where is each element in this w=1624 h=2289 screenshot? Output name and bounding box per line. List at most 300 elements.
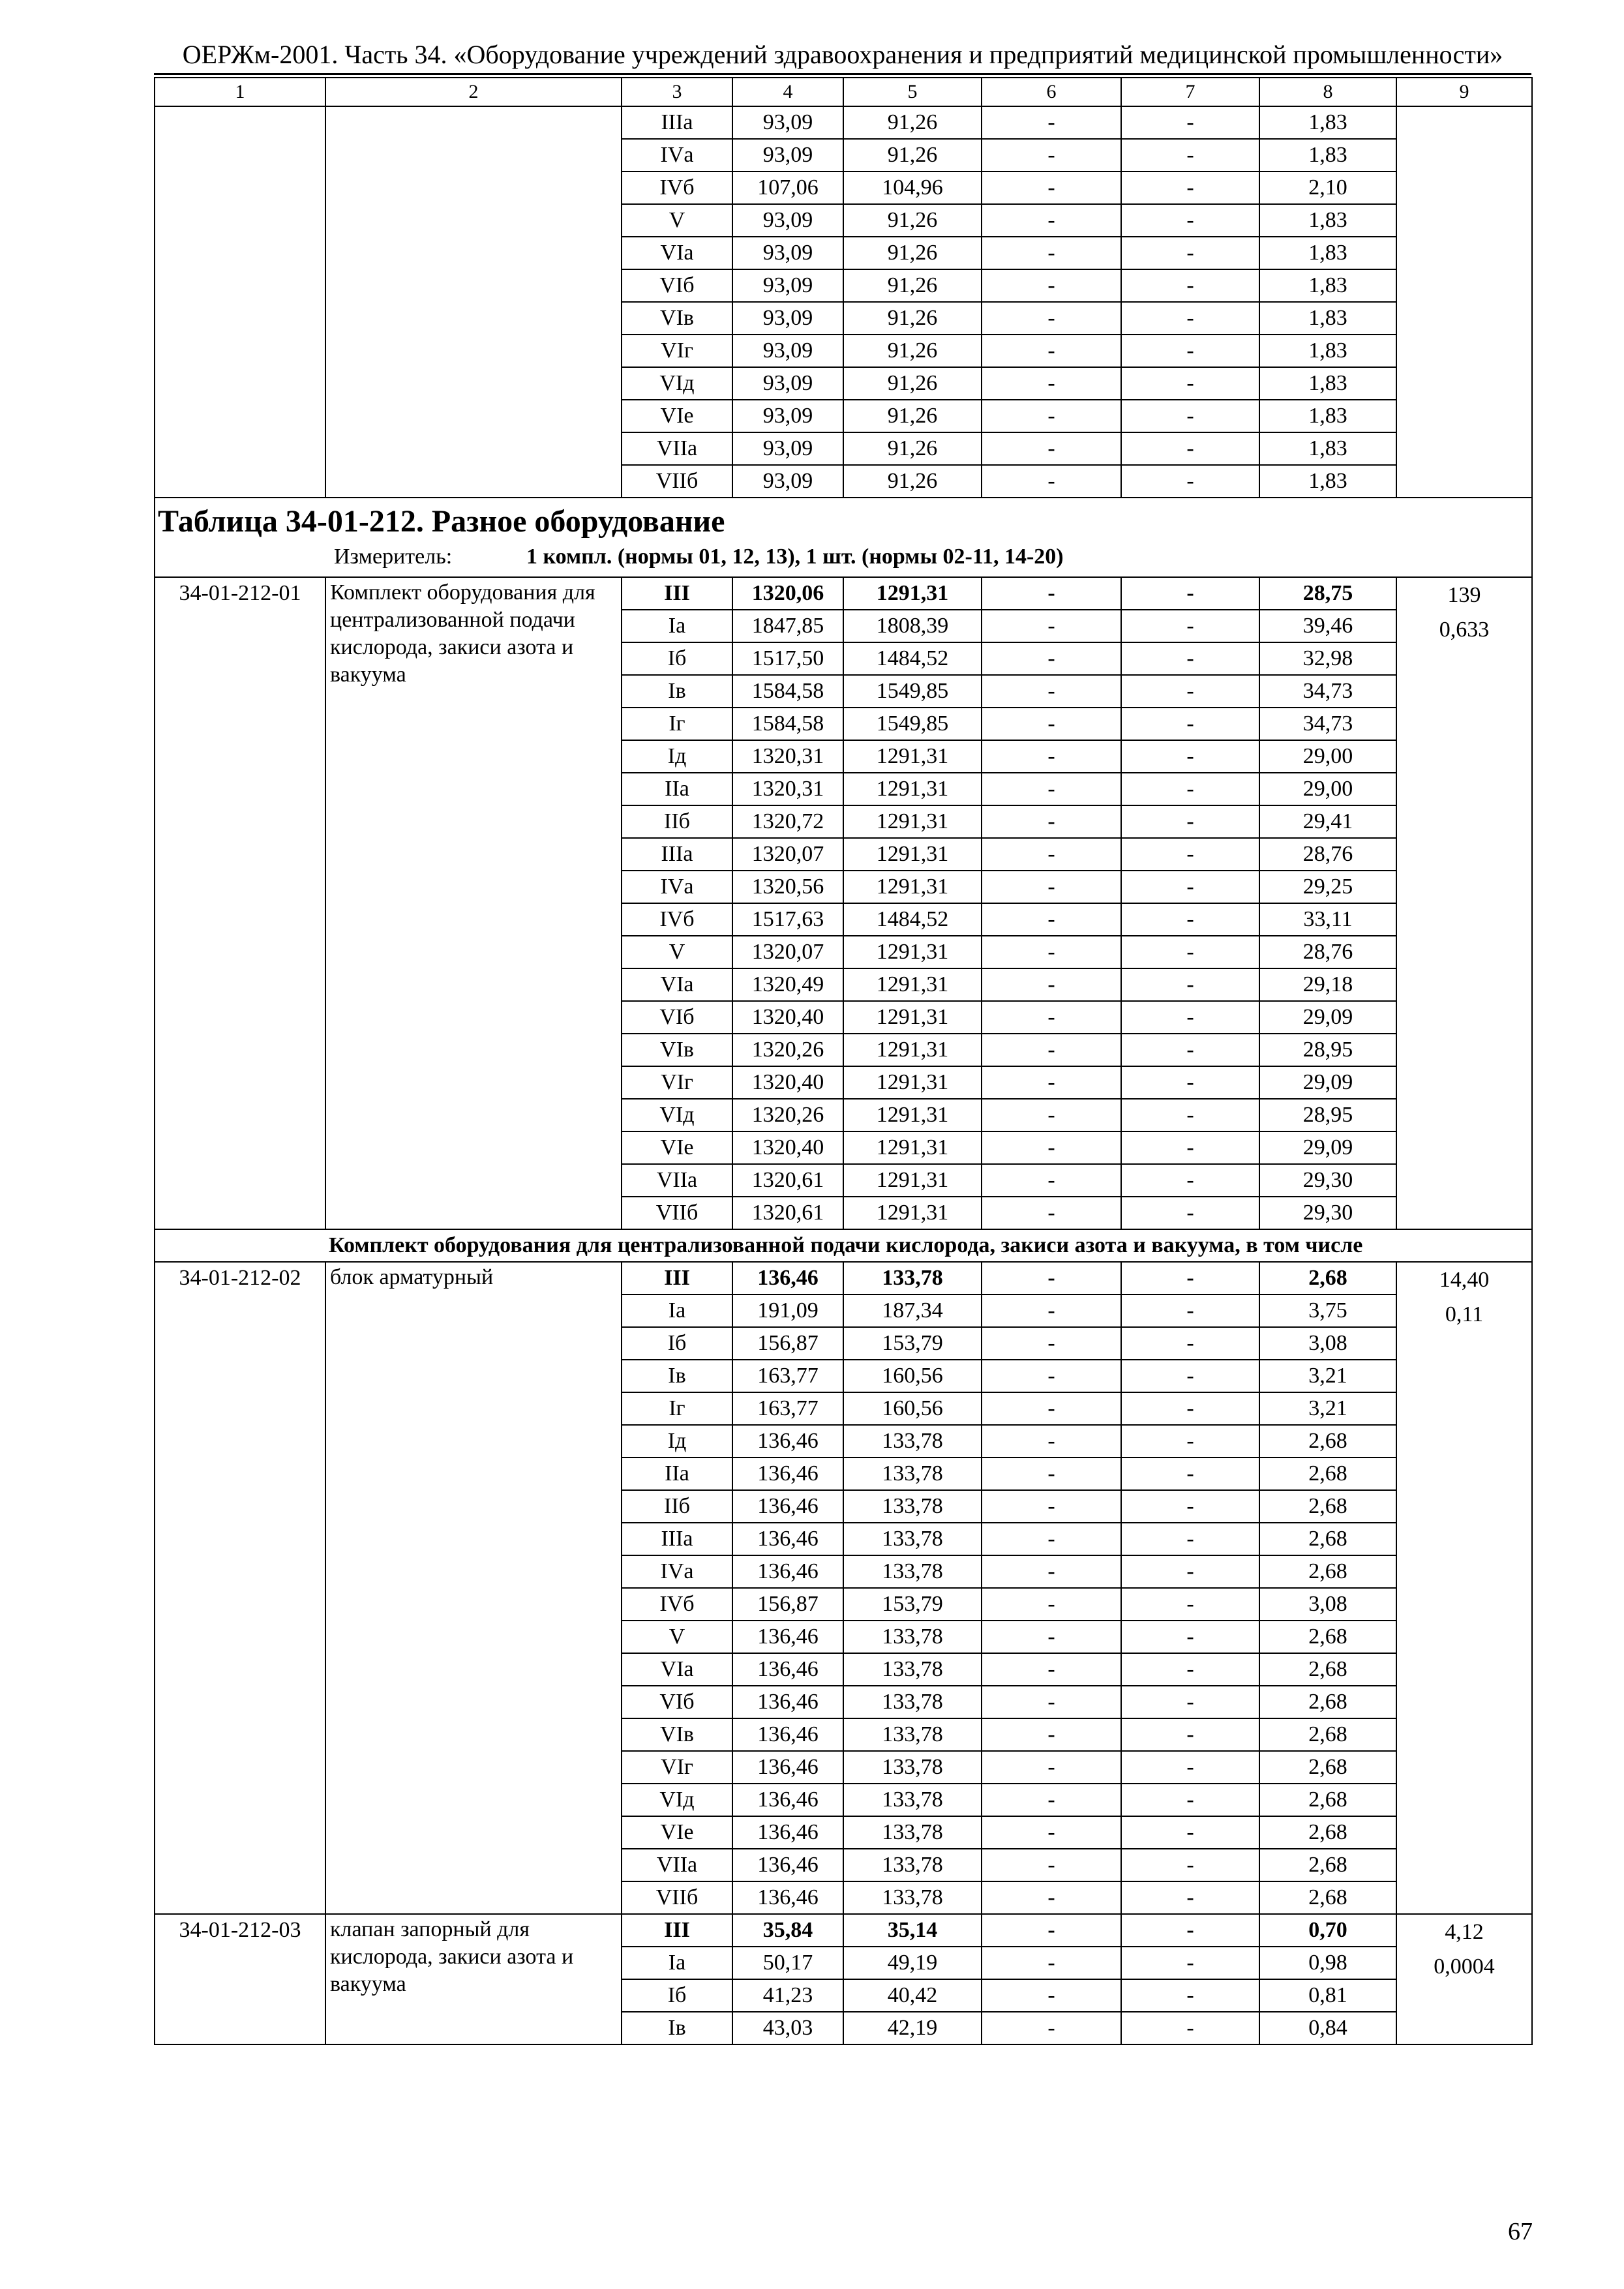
machine-cell: - <box>982 1849 1121 1881</box>
materials-cell: 0,70 <box>1259 1914 1396 1947</box>
machinist-wages-cell: - <box>1121 1392 1259 1425</box>
machinist-wages-cell: - <box>1121 1262 1259 1294</box>
region-cell: III <box>622 1914 732 1947</box>
wages-cell: 1291,31 <box>843 1066 982 1099</box>
machine-cell: - <box>982 1784 1121 1816</box>
materials-cell: 28,75 <box>1259 577 1396 610</box>
materials-cell: 0,98 <box>1259 1947 1396 1979</box>
wages-cell: 133,78 <box>843 1816 982 1849</box>
wages-cell: 49,19 <box>843 1947 982 1979</box>
machinist-wages-cell: - <box>1121 1099 1259 1131</box>
wages-cell: 1549,85 <box>843 708 982 740</box>
region-cell: VIIа <box>622 432 732 465</box>
region-cell: Iд <box>622 740 732 773</box>
table-title-cell <box>155 498 1532 577</box>
machinist-wages-cell: - <box>1121 773 1259 805</box>
region-cell: IVа <box>622 871 732 903</box>
machine-cell: - <box>982 1197 1121 1229</box>
wages-cell: 91,26 <box>843 335 982 367</box>
machine-cell: - <box>982 335 1121 367</box>
machine-cell: - <box>982 1001 1121 1034</box>
wages-cell: 133,78 <box>843 1751 982 1784</box>
materials-cell: 2,68 <box>1259 1490 1396 1523</box>
materials-cell: 2,68 <box>1259 1718 1396 1751</box>
total-cost-cell: 93,09 <box>732 269 843 302</box>
code-cell <box>155 106 325 498</box>
resource-cell <box>1396 1262 1532 1914</box>
total-cost-cell: 1320,40 <box>732 1131 843 1164</box>
total-cost-cell: 136,46 <box>732 1849 843 1881</box>
machine-cell: - <box>982 610 1121 642</box>
machinist-wages-cell: - <box>1121 675 1259 708</box>
region-cell: VIе <box>622 1816 732 1849</box>
materials-cell: 29,09 <box>1259 1131 1396 1164</box>
materials-cell: 2,68 <box>1259 1523 1396 1555</box>
machinist-wages-cell: - <box>1121 1816 1259 1849</box>
machinist-wages-cell: - <box>1121 237 1259 269</box>
machinist-wages-cell: - <box>1121 335 1259 367</box>
total-cost-cell: 1320,61 <box>732 1164 843 1197</box>
region-cell: Iб <box>622 1979 732 2012</box>
region-cell: IIIа <box>622 106 732 139</box>
wages-cell: 91,26 <box>843 400 982 432</box>
total-cost-cell: 107,06 <box>732 172 843 204</box>
materials-cell: 2,68 <box>1259 1881 1396 1914</box>
total-cost-cell: 41,23 <box>732 1979 843 2012</box>
column-number-cell: 9 <box>1396 78 1532 106</box>
materials-cell: 3,08 <box>1259 1588 1396 1621</box>
machinist-wages-cell: - <box>1121 204 1259 237</box>
materials-cell: 29,25 <box>1259 871 1396 903</box>
materials-cell: 1,83 <box>1259 335 1396 367</box>
machine-cell: - <box>982 708 1121 740</box>
wages-cell: 91,26 <box>843 432 982 465</box>
total-cost-cell: 136,46 <box>732 1458 843 1490</box>
rates-table <box>154 77 1533 2045</box>
materials-cell: 1,83 <box>1259 204 1396 237</box>
region-cell: VIд <box>622 1099 732 1131</box>
materials-cell: 2,68 <box>1259 1751 1396 1784</box>
region-cell: III <box>622 1262 732 1294</box>
machinist-wages-cell: - <box>1121 106 1259 139</box>
machine-cell: - <box>982 577 1121 610</box>
machine-cell: - <box>982 1881 1121 1914</box>
materials-cell: 28,95 <box>1259 1099 1396 1131</box>
norm-name-cell: клапан запорный для кислорода, закиси азота и вакуума <box>325 1914 622 2044</box>
region-cell: III <box>622 577 732 610</box>
machinist-wages-cell: - <box>1121 968 1259 1001</box>
materials-cell: 3,08 <box>1259 1327 1396 1360</box>
machinist-wages-cell: - <box>1121 1197 1259 1229</box>
column-number-cell: 8 <box>1259 78 1396 106</box>
machine-cell: - <box>982 1458 1121 1490</box>
machine-cell: - <box>982 675 1121 708</box>
wages-cell: 1291,31 <box>843 740 982 773</box>
region-cell: Iг <box>622 708 732 740</box>
total-cost-cell: 93,09 <box>732 237 843 269</box>
region-cell: Iа <box>622 1294 732 1327</box>
machine-cell: - <box>982 740 1121 773</box>
machine-cell: - <box>982 968 1121 1001</box>
wages-cell: 133,78 <box>843 1425 982 1458</box>
materials-cell: 34,73 <box>1259 675 1396 708</box>
materials-cell: 33,11 <box>1259 903 1396 936</box>
name-cell <box>325 106 622 498</box>
column-number-cell: 6 <box>982 78 1121 106</box>
materials-cell: 1,83 <box>1259 465 1396 498</box>
resource-cell <box>1396 106 1532 498</box>
region-cell: IVб <box>622 1588 732 1621</box>
machine-cell: - <box>982 1751 1121 1784</box>
machinist-wages-cell: - <box>1121 1588 1259 1621</box>
materials-cell: 29,18 <box>1259 968 1396 1001</box>
materials-cell: 1,83 <box>1259 367 1396 400</box>
machinist-wages-cell: - <box>1121 708 1259 740</box>
norm-code-cell: 34-01-212-02 <box>155 1262 325 1914</box>
norm-name-cell: блок арматурный <box>325 1262 622 1914</box>
machinist-wages-cell: - <box>1121 1751 1259 1784</box>
total-cost-cell: 1847,85 <box>732 610 843 642</box>
machinist-wages-cell: - <box>1121 740 1259 773</box>
wages-cell: 1291,31 <box>843 1034 982 1066</box>
total-cost-cell: 156,87 <box>732 1588 843 1621</box>
machinist-wages-cell: - <box>1121 577 1259 610</box>
materials-cell: 39,46 <box>1259 610 1396 642</box>
region-cell: IVб <box>622 903 732 936</box>
machinist-wages-cell: - <box>1121 139 1259 172</box>
machinist-wages-cell: - <box>1121 1034 1259 1066</box>
wages-cell: 1291,31 <box>843 968 982 1001</box>
materials-cell: 1,83 <box>1259 237 1396 269</box>
machinist-wages-cell: - <box>1121 465 1259 498</box>
total-cost-cell: 1320,49 <box>732 968 843 1001</box>
region-cell: IIа <box>622 773 732 805</box>
total-cost-cell: 1584,58 <box>732 675 843 708</box>
machine-cell: - <box>982 838 1121 871</box>
resource-cell <box>1396 1914 1532 2044</box>
wages-cell: 1291,31 <box>843 1099 982 1131</box>
table-row <box>155 106 1532 139</box>
machinist-wages-cell: - <box>1121 1066 1259 1099</box>
norm-code-cell: 34-01-212-01 <box>155 577 325 1229</box>
wages-cell: 40,42 <box>843 1979 982 2012</box>
machinist-wages-cell: - <box>1121 1849 1259 1881</box>
machine-cell: - <box>982 237 1121 269</box>
total-cost-cell: 1320,07 <box>732 936 843 968</box>
wages-cell: 133,78 <box>843 1523 982 1555</box>
region-cell: VIIа <box>622 1164 732 1197</box>
region-cell: IIб <box>622 805 732 838</box>
region-cell: Iг <box>622 1392 732 1425</box>
wages-cell: 91,26 <box>843 367 982 400</box>
machine-cell: - <box>982 1588 1121 1621</box>
machine-cell: - <box>982 1034 1121 1066</box>
materials-cell: 29,00 <box>1259 773 1396 805</box>
materials-cell: 34,73 <box>1259 708 1396 740</box>
materials-cell: 29,00 <box>1259 740 1396 773</box>
wages-cell: 133,78 <box>843 1849 982 1881</box>
total-cost-cell: 1320,61 <box>732 1197 843 1229</box>
norm-code-cell: 34-01-212-03 <box>155 1914 325 2044</box>
materials-cell: 3,21 <box>1259 1392 1396 1425</box>
machine-cell: - <box>982 871 1121 903</box>
machine-cell: - <box>982 936 1121 968</box>
machine-cell: - <box>982 1392 1121 1425</box>
machinist-wages-cell: - <box>1121 903 1259 936</box>
machine-cell: - <box>982 1947 1121 1979</box>
machinist-wages-cell: - <box>1121 1327 1259 1360</box>
machinist-wages-cell: - <box>1121 1653 1259 1686</box>
total-cost-cell: 163,77 <box>732 1360 843 1392</box>
wages-cell: 133,78 <box>843 1784 982 1816</box>
machine-cell: - <box>982 106 1121 139</box>
wages-cell: 91,26 <box>843 237 982 269</box>
wages-cell: 133,78 <box>843 1458 982 1490</box>
materials-cell: 2,68 <box>1259 1686 1396 1718</box>
machine-cell: - <box>982 432 1121 465</box>
total-cost-cell: 136,46 <box>732 1621 843 1653</box>
total-cost-cell: 136,46 <box>732 1555 843 1588</box>
region-cell: Iд <box>622 1425 732 1458</box>
wages-cell: 35,14 <box>843 1914 982 1947</box>
machinist-wages-cell: - <box>1121 367 1259 400</box>
total-cost-cell: 93,09 <box>732 302 843 335</box>
column-number-cell: 2 <box>325 78 622 106</box>
total-cost-cell: 1320,31 <box>732 773 843 805</box>
rates-table-body <box>155 78 1532 2044</box>
wages-cell: 1291,31 <box>843 1164 982 1197</box>
total-cost-cell: 1320,06 <box>732 577 843 610</box>
region-cell: VIб <box>622 1686 732 1718</box>
machine-cell: - <box>982 805 1121 838</box>
region-cell: VIIб <box>622 1881 732 1914</box>
region-cell: Iв <box>622 2012 732 2044</box>
total-cost-cell: 136,46 <box>732 1523 843 1555</box>
materials-cell: 29,09 <box>1259 1001 1396 1034</box>
table-row <box>155 577 1532 610</box>
running-header: ОЕРЖм-2001. Часть 34. «Оборудование учреждений здравоохранения и предприятий медицинской промышленности» <box>182 40 1503 69</box>
wages-cell: 1808,39 <box>843 610 982 642</box>
region-cell: Iв <box>622 675 732 708</box>
materials-cell: 2,68 <box>1259 1262 1396 1294</box>
machinist-wages-cell: - <box>1121 302 1259 335</box>
region-cell: VIа <box>622 1653 732 1686</box>
materials-cell: 1,83 <box>1259 400 1396 432</box>
materials-cell: 29,30 <box>1259 1164 1396 1197</box>
region-cell: Iа <box>622 610 732 642</box>
materials-cell: 1,83 <box>1259 106 1396 139</box>
machinist-wages-cell: - <box>1121 1784 1259 1816</box>
wages-cell: 42,19 <box>843 2012 982 2044</box>
machine-cell: - <box>982 1066 1121 1099</box>
machine-cell: - <box>982 1262 1121 1294</box>
wages-cell: 1291,31 <box>843 871 982 903</box>
region-cell: IIа <box>622 1458 732 1490</box>
materials-cell: 1,83 <box>1259 432 1396 465</box>
machine-cell: - <box>982 1164 1121 1197</box>
wages-cell: 91,26 <box>843 139 982 172</box>
machinist-wages-cell: - <box>1121 1131 1259 1164</box>
subheading-row <box>155 1229 1532 1262</box>
region-cell: VIв <box>622 302 732 335</box>
machinist-wages-cell: - <box>1121 642 1259 675</box>
region-cell: Iв <box>622 1360 732 1392</box>
machine-cell: - <box>982 1490 1121 1523</box>
machine-cell: - <box>982 1621 1121 1653</box>
wages-cell: 91,26 <box>843 204 982 237</box>
machinist-wages-cell: - <box>1121 1425 1259 1458</box>
materials-cell: 2,68 <box>1259 1425 1396 1458</box>
total-cost-cell: 136,46 <box>732 1262 843 1294</box>
region-cell: IVа <box>622 1555 732 1588</box>
materials-cell: 3,21 <box>1259 1360 1396 1392</box>
table-row <box>155 1914 1532 1947</box>
machinist-wages-cell: - <box>1121 838 1259 871</box>
wages-cell: 1291,31 <box>843 773 982 805</box>
materials-cell: 2,68 <box>1259 1849 1396 1881</box>
wages-cell: 133,78 <box>843 1881 982 1914</box>
materials-cell: 0,84 <box>1259 2012 1396 2044</box>
table-title: Таблица 34-01-212. Разное оборудование <box>158 504 725 539</box>
machinist-wages-cell: - <box>1121 1979 1259 2012</box>
total-cost-cell: 1320,40 <box>732 1066 843 1099</box>
machinist-wages-cell: - <box>1121 1914 1259 1947</box>
total-cost-cell: 93,09 <box>732 465 843 498</box>
wages-cell: 1291,31 <box>843 1001 982 1034</box>
total-cost-cell: 163,77 <box>732 1392 843 1425</box>
machinist-wages-cell: - <box>1121 1001 1259 1034</box>
labor-cost-value: 4,12 <box>1445 1920 1484 1944</box>
machine-cell: - <box>982 1294 1121 1327</box>
region-cell: VIа <box>622 237 732 269</box>
machine-cell: - <box>982 172 1121 204</box>
wages-cell: 91,26 <box>843 269 982 302</box>
machinist-wages-cell: - <box>1121 871 1259 903</box>
wages-cell: 160,56 <box>843 1392 982 1425</box>
total-cost-cell: 136,46 <box>732 1751 843 1784</box>
machine-cell: - <box>982 204 1121 237</box>
measure-line <box>158 541 1529 573</box>
subheading-cell: Комплект оборудования для централизованной подачи кислорода, закиси азота и вакуума, в том числе <box>155 1229 1532 1262</box>
machinist-wages-cell: - <box>1121 1458 1259 1490</box>
machinist-wages-cell: - <box>1121 1947 1259 1979</box>
materials-cell: 3,75 <box>1259 1294 1396 1327</box>
labor-cost-value: 139 <box>1447 583 1481 607</box>
wages-cell: 1291,31 <box>843 838 982 871</box>
machinist-wages-cell: - <box>1121 1523 1259 1555</box>
machine-cell: - <box>982 903 1121 936</box>
total-cost-cell: 1320,72 <box>732 805 843 838</box>
total-cost-cell: 1320,26 <box>732 1099 843 1131</box>
region-cell: VIб <box>622 269 732 302</box>
total-cost-cell: 1517,63 <box>732 903 843 936</box>
page-number: 67 <box>1508 2218 1533 2245</box>
wages-cell: 1291,31 <box>843 936 982 968</box>
norm-name-cell: Комплект оборудования для централизованной подачи кислорода, закиси азота и вакуума <box>325 577 622 1229</box>
region-cell: VIIа <box>622 1849 732 1881</box>
total-cost-cell: 93,09 <box>732 139 843 172</box>
region-cell: VIг <box>622 1751 732 1784</box>
wages-cell: 153,79 <box>843 1327 982 1360</box>
region-cell: V <box>622 936 732 968</box>
total-cost-cell: 93,09 <box>732 335 843 367</box>
wages-cell: 1291,31 <box>843 805 982 838</box>
region-cell: IIIа <box>622 1523 732 1555</box>
materials-cell: 28,76 <box>1259 936 1396 968</box>
wages-cell: 133,78 <box>843 1490 982 1523</box>
region-cell: V <box>622 1621 732 1653</box>
machine-cell: - <box>982 773 1121 805</box>
region-cell: VIIб <box>622 1197 732 1229</box>
total-cost-cell: 93,09 <box>732 367 843 400</box>
machine-labor-value: 0,633 <box>1439 618 1490 642</box>
machine-cell: - <box>982 1718 1121 1751</box>
wages-cell: 160,56 <box>843 1360 982 1392</box>
column-number-cell: 5 <box>843 78 982 106</box>
materials-cell: 1,83 <box>1259 139 1396 172</box>
wages-cell: 1484,52 <box>843 903 982 936</box>
total-cost-cell: 1320,07 <box>732 838 843 871</box>
wages-cell: 133,78 <box>843 1718 982 1751</box>
machine-cell: - <box>982 1523 1121 1555</box>
machinist-wages-cell: - <box>1121 805 1259 838</box>
total-cost-cell: 43,03 <box>732 2012 843 2044</box>
materials-cell: 28,95 <box>1259 1034 1396 1066</box>
machine-labor-value: 0,11 <box>1445 1302 1484 1326</box>
total-cost-cell: 136,46 <box>732 1425 843 1458</box>
materials-cell: 28,76 <box>1259 838 1396 871</box>
materials-cell: 32,98 <box>1259 642 1396 675</box>
machine-cell: - <box>982 1979 1121 2012</box>
header-rule <box>154 73 1531 75</box>
machinist-wages-cell: - <box>1121 1686 1259 1718</box>
region-cell: Iб <box>622 642 732 675</box>
measure-label: Измеритель: <box>334 545 453 569</box>
total-cost-cell: 35,84 <box>732 1914 843 1947</box>
machinist-wages-cell: - <box>1121 1490 1259 1523</box>
region-cell: VIг <box>622 1066 732 1099</box>
machine-cell: - <box>982 1653 1121 1686</box>
measure-value: 1 компл. (нормы 01, 12, 13), 1 шт. (нормы 02-11, 14-20) <box>526 545 1064 569</box>
total-cost-cell: 136,46 <box>732 1686 843 1718</box>
materials-cell: 2,68 <box>1259 1653 1396 1686</box>
table-title-row <box>155 498 1532 577</box>
region-cell: VIб <box>622 1001 732 1034</box>
region-cell: VIе <box>622 400 732 432</box>
materials-cell: 29,09 <box>1259 1066 1396 1099</box>
total-cost-cell: 1584,58 <box>732 708 843 740</box>
total-cost-cell: 93,09 <box>732 432 843 465</box>
machinist-wages-cell: - <box>1121 1294 1259 1327</box>
total-cost-cell: 93,09 <box>732 106 843 139</box>
wages-cell: 133,78 <box>843 1262 982 1294</box>
wages-cell: 187,34 <box>843 1294 982 1327</box>
machine-cell: - <box>982 139 1121 172</box>
region-cell: Iа <box>622 1947 732 1979</box>
materials-cell: 1,83 <box>1259 269 1396 302</box>
machine-cell: - <box>982 2012 1121 2044</box>
table-row <box>155 1262 1532 1294</box>
total-cost-cell: 1320,26 <box>732 1034 843 1066</box>
wages-cell: 1291,31 <box>843 1197 982 1229</box>
materials-cell: 1,83 <box>1259 302 1396 335</box>
materials-cell: 29,41 <box>1259 805 1396 838</box>
machine-cell: - <box>982 400 1121 432</box>
region-cell: V <box>622 204 732 237</box>
machine-cell: - <box>982 1099 1121 1131</box>
wages-cell: 133,78 <box>843 1555 982 1588</box>
machine-cell: - <box>982 1816 1121 1849</box>
